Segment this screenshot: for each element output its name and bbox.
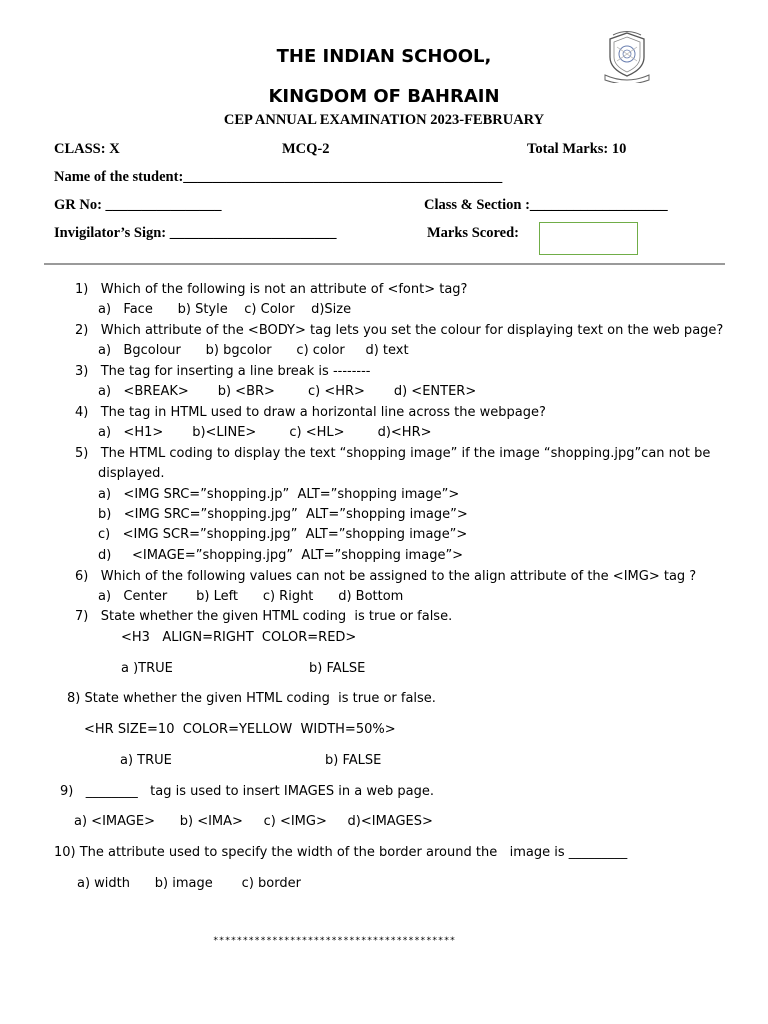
question-5-option-b: b) <IMG SRC=”shopping.jpg” ALT=”shopping image”> — [98, 507, 468, 522]
header-divider — [44, 263, 725, 265]
question-7-option-true: a )TRUE — [121, 661, 173, 676]
question-8: 8) State whether the given HTML coding is true or false. — [67, 691, 436, 706]
question-10-options: a) width b) image c) border — [77, 876, 301, 891]
question-8-option-true: a) TRUE — [120, 753, 172, 768]
question-7-option-false: b) FALSE — [309, 661, 366, 676]
question-1-options: a) Face b) Style c) Color d)Size — [98, 302, 352, 317]
marks-scored-label: Marks Scored: — [427, 225, 519, 241]
question-5-option-d: d) <IMAGE=”shopping.jpg” ALT=”shopping image”> — [98, 548, 464, 563]
question-6: 6) Which of the following values can not be assigned to the align attribute of the <IMG> tag ? — [75, 569, 697, 584]
question-2-options: a) Bgcolour b) bgcolor c) color d) text — [98, 343, 409, 358]
question-7-code: <H3 ALIGN=RIGHT COLOR=RED> — [121, 630, 357, 645]
question-10: 10) The attribute used to specify the width of the border around the image is _________ — [54, 845, 628, 860]
question-4-options: a) <H1> b)<LINE> c) <HL> d)<HR> — [98, 425, 432, 440]
paper-code: MCQ-2 — [282, 141, 330, 157]
total-marks: Total Marks: 10 — [527, 141, 627, 157]
question-5-option-a: a) <IMG SRC=”shopping.jp” ALT=”shopping image”> — [98, 487, 460, 502]
gr-no-field: GR No: ________________ — [54, 197, 222, 213]
question-9-options: a) <IMAGE> b) <IMA> c) <IMG> d)<IMAGES> — [74, 814, 433, 829]
question-3-options: a) <BREAK> b) <BR> c) <HR> d) <ENTER> — [98, 384, 477, 399]
marks-scored-box — [539, 222, 638, 255]
question-9: 9) ________ tag is used to insert IMAGES in a web page. — [60, 784, 434, 799]
question-5: 5) The HTML coding to display the text “shopping image” if the image “shopping.jpg”can not be — [75, 446, 711, 461]
end-of-paper-stars: ***************************************** — [213, 936, 456, 946]
school-name-line2: KINGDOM OF BAHRAIN — [268, 86, 500, 107]
class-section-field: Class & Section :___________________ — [424, 197, 668, 213]
question-1: 1) Which of the following is not an attribute of <font> tag? — [75, 282, 468, 297]
class-label: CLASS: X — [54, 141, 120, 157]
question-5-option-c: c) <IMG SCR=”shopping.jpg” ALT=”shopping image”> — [98, 527, 468, 542]
student-name-field: Name of the student:____________________________________________ — [54, 169, 503, 185]
exam-title: CEP ANNUAL EXAMINATION 2023-FEBRUARY — [223, 112, 545, 128]
question-8-option-false: b) FALSE — [325, 753, 382, 768]
question-6-options: a) Center b) Left c) Right d) Bottom — [98, 589, 404, 604]
question-4: 4) The tag in HTML used to draw a horizontal line across the webpage? — [75, 405, 546, 420]
question-5-continued: displayed. — [98, 466, 165, 481]
question-2: 2) Which attribute of the <BODY> tag lets you set the colour for displaying text on the web page? — [75, 323, 724, 338]
school-name-line1: THE INDIAN SCHOOL, — [276, 46, 492, 67]
question-3: 3) The tag for inserting a line break is -------- — [75, 364, 371, 379]
invigilator-sign-field: Invigilator’s Sign: _______________________ — [54, 225, 337, 241]
question-8-code: <HR SIZE=10 COLOR=YELLOW WIDTH=50%> — [84, 722, 396, 737]
question-7: 7) State whether the given HTML coding is true or false. — [75, 609, 453, 624]
